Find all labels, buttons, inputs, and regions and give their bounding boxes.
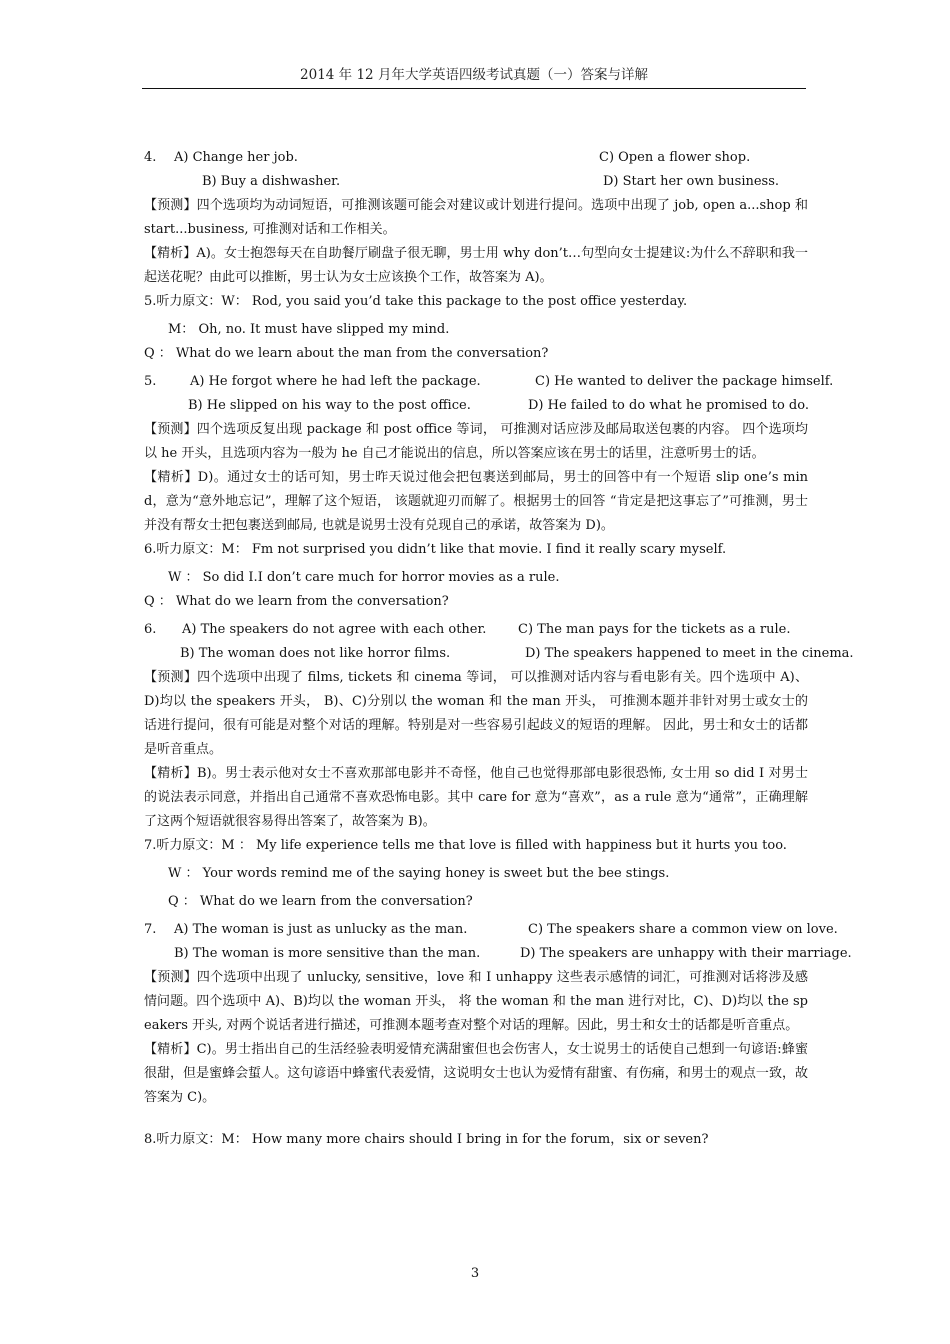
q6-option-c: C) The man pays for the tickets as a rule. (518, 622, 791, 637)
q6-option-b: B) The woman does not like horror films. (180, 646, 451, 661)
q5-options-row-2 (144, 394, 808, 418)
q7-option-a: A) The woman is just as unlucky as the man. (174, 922, 468, 937)
q4-option-d: D) Start her own business. (603, 174, 780, 189)
q7-transcript-man: 7.听力原文：M ： My life experience tells me that love is filled with happiness but it hurts you too. (144, 838, 787, 853)
q4-option-c: C) Open a flower shop. (599, 150, 751, 165)
q6-transcript-question: Q ： What do we learn from the conversation? (144, 594, 449, 609)
q6-number: 6. (144, 622, 157, 637)
header-rule (142, 88, 806, 89)
q7-transcript-question: Q ： What do we learn from the conversation? (168, 894, 473, 909)
page-content (144, 146, 854, 1152)
q7-options-row-1 (144, 918, 838, 942)
q6-option-a: A) The speakers do not agree with each other. (182, 622, 487, 637)
q5-prediction: 【预测】四个选项反复出现 package 和 post office 等词， 可推测对话应涉及邮局取送包裹的内容。 四个选项均以 he 开头，且选项内容为一般为 he 自己才能说出的信息，所以答案应该在男士的话里，注意听男士的话。 (144, 422, 808, 461)
q4-number: 4. (144, 150, 157, 165)
q8-transcript-man: 8.听力原文：M： How many more chairs should I bring in for the forum，six or seven? (144, 1132, 709, 1147)
q5-option-d: D) He failed to do what he promised to do. (528, 398, 809, 413)
q5-transcript-man: M： Oh, no. It must have slipped my mind. (168, 322, 450, 337)
q7-option-b: B) The woman is more sensitive than the man. (174, 946, 481, 961)
q5-option-c: C) He wanted to deliver the package himself. (535, 374, 834, 389)
q6-transcript-woman: W ： So did I.I don’t care much for horror movies as a rule. (168, 570, 560, 585)
q7-options-row-2 (144, 942, 852, 966)
q6-transcript-man: 6.听力原文：M： Fm not surprised you didn’t like that movie. I find it really scary myself. (144, 542, 727, 557)
q7-number: 7. (144, 922, 157, 937)
q5-number: 5. (144, 374, 157, 389)
q6-prediction: 【预测】四个选项中出现了 films, tickets 和 cinema 等词， 可以推测对话内容与看电影有关。四个选项中 A)、D)均以 the speakers 开头， B)、C)分别以 the woman 和 the man 开头， 可推测本题并非针对男士或女士的话进行提问，很有可能是对整个对话的理解。特别是对一些容易引起歧义的短语的理解。 因此，男士和女士的话都是听音重点。 (144, 670, 808, 757)
q7-prediction: 【预测】四个选项中出现了 unlucky, sensitive，love 和 I unhappy 这些表示感情的词汇，可推测对话将涉及感情问题。四个选项中 A)、B)均以 the woman 开头， 将 the woman 和 the man 进行对比，C)、D)均以 the speakers 开头, 对两个说话者进行描述，可推测本题考查对整个对话的理解。因此，男士和女士的话都是听音重点。 (144, 970, 808, 1033)
q7-option-d: D) The speakers are unhappy with their marriage. (520, 946, 852, 961)
q4-option-a: A) Change her job. (174, 150, 298, 165)
q5-transcript-woman: 5.听力原文：W： Rod, you said you’d take this package to the post office yesterday. (144, 294, 688, 309)
q7-analysis: 【精析】C)。男士指出自己的生活经验表明爱情充满甜蜜但也会伤害人，女士说男士的话使自己想到一句谚语:蜂蜜很甜，但是蜜蜂会蜇人。这句谚语中蜂蜜代表爱情，这说明女士也认为爱情有甜蜜、有伤痛，和男士的观点一致，故答案为 C)。 (144, 1042, 808, 1105)
q5-option-a: A) He forgot where he had left the package. (190, 374, 481, 389)
q7-option-c: C) The speakers share a common view on love. (528, 922, 838, 937)
q5-options-row-1 (144, 370, 834, 394)
q5-option-b: B) He slipped on his way to the post office. (188, 398, 471, 413)
q4-analysis: 【精析】A)。女士抱怨每天在自助餐厅刷盘子很无聊，男士用 why don’t…句型向女士提建议:为什么不辞职和我一起送花呢？由此可以推断，男士认为女士应该换个工作，故答案为 A)。 (144, 246, 808, 285)
q6-options-row-1 (144, 618, 808, 642)
page-number: 3 (470, 1266, 480, 1281)
q6-options-row-2 (144, 642, 854, 666)
q4-options-row-1 (144, 146, 808, 170)
page-header: 2014 年 12 月年大学英语四级考试真题（一）答案与详解 (300, 67, 648, 83)
q4-option-b: B) Buy a dishwasher. (202, 174, 341, 189)
q5-transcript-question: Q ： What do we learn about the man from the conversation? (144, 346, 549, 361)
q7-transcript-woman: W ： Your words remind me of the saying honey is sweet but the bee stings. (168, 866, 670, 881)
q5-analysis: 【精析】D)。通过女士的话可知，男士昨天说过他会把包裹送到邮局，男士的回答中有一个短语 slip one’s mind，意为“意外地忘记”，理解了这个短语， 该题就迎刃而解了。根据男士的回答 “肯定是把这事忘了”可推测，男士并没有帮女士把包裹送到邮局, 也就是说男士没有兑现自己的承诺，故答案为 D)。 (144, 470, 808, 533)
q6-analysis: 【精析】B)。男士表示他对女士不喜欢那部电影并不奇怪，他自己也觉得那部电影很恐怖, 女士用 so did I 对男士的说法表示同意，并指出自己通常不喜欢恐怖电影。其中 care for 意为“喜欢”，as a rule 意为“通常”，正确理解了这两个短语就很容易得出答案了，故答案为 B)。 (144, 766, 808, 829)
q4-prediction: 【预测】四个选项均为动词短语，可推测该题可能会对建议或计划进行提问。选项中出现了 job, open a...shop 和 start...business, 可推测对话和工作相关。 (144, 198, 808, 237)
q4-options-row-2 (144, 170, 808, 194)
q6-option-d: D) The speakers happened to meet in the cinema. (525, 646, 854, 661)
